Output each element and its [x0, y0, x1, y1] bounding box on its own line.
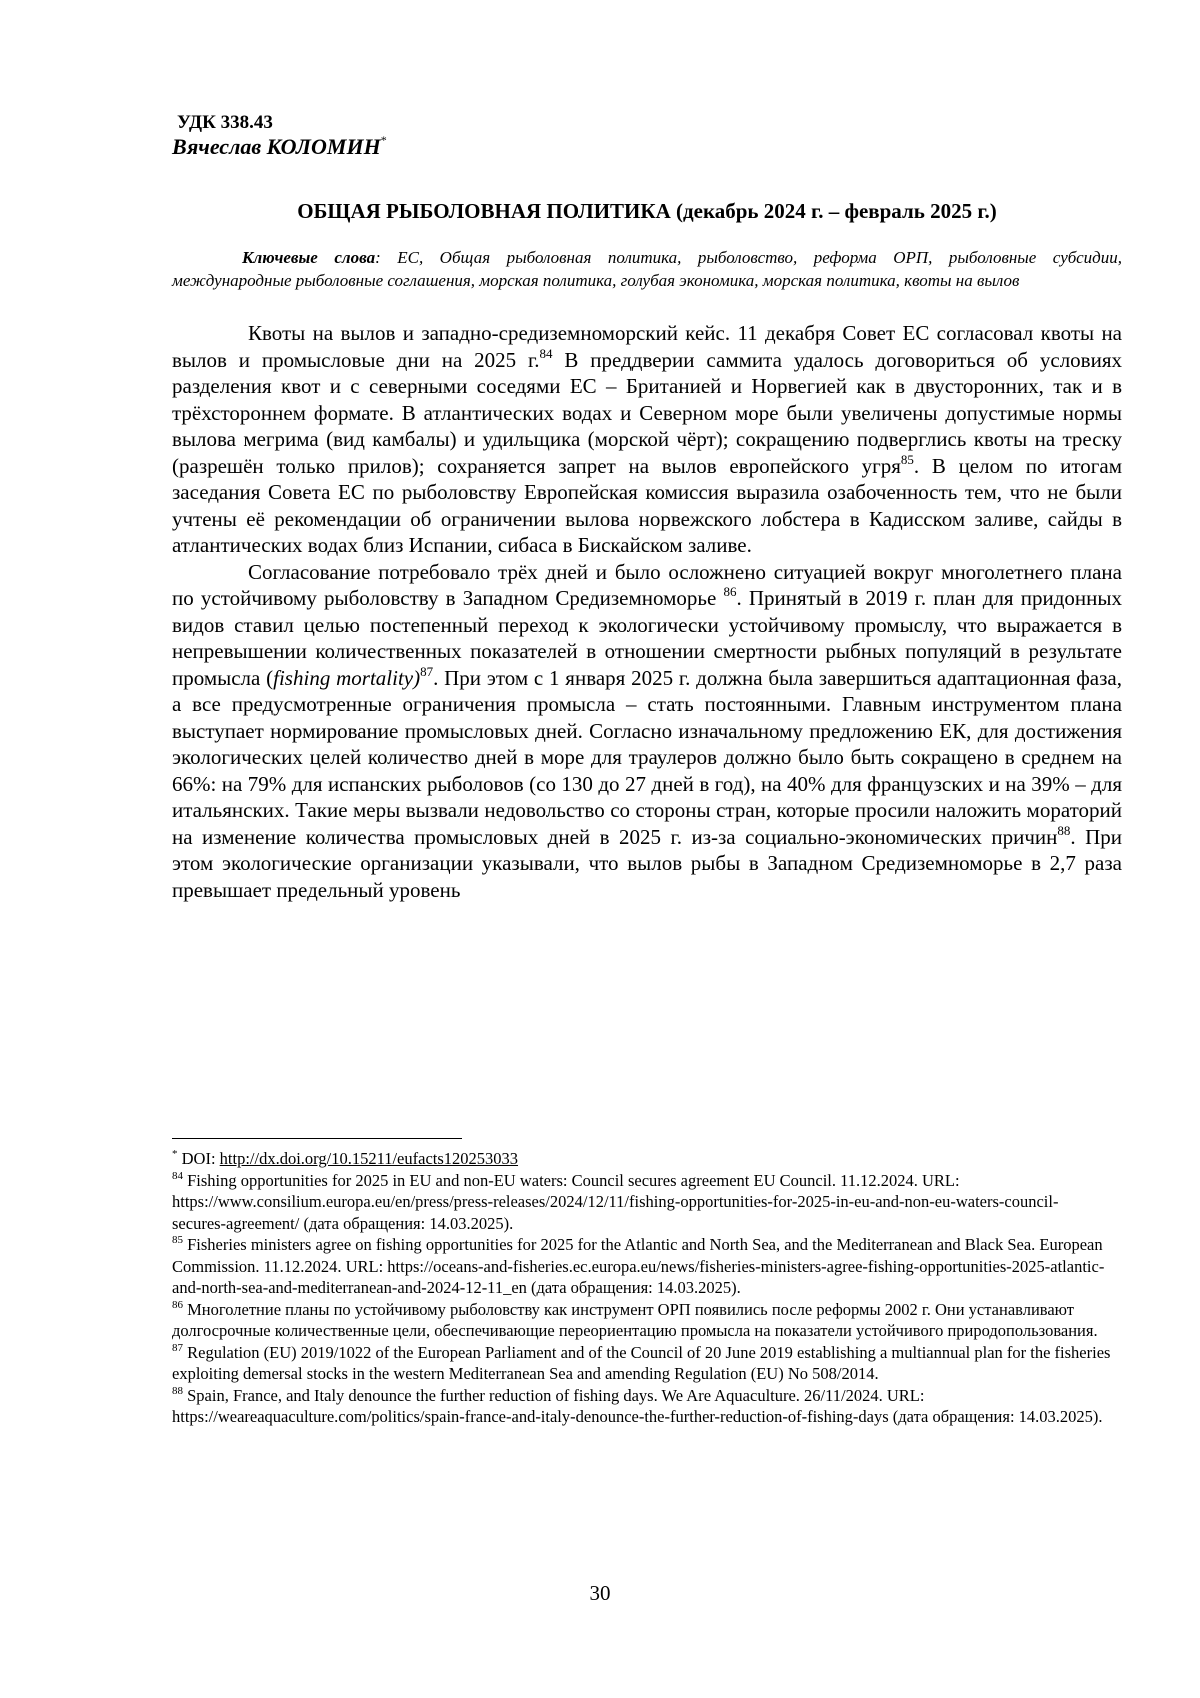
keywords-text: : ЕС, Общая рыболовная политика, рыболовство, реформа ОРП, рыболовные субсидии, международные рыболовные соглашения, морская политика, голубая экономика, морская политика, квоты на вылов: [172, 248, 1122, 290]
udk-code: УДК 338.43: [177, 112, 273, 133]
footnote-doi-label: DOI:: [177, 1149, 220, 1168]
keywords-block: [172, 246, 1122, 292]
footnote-86-text: Многолетние планы по устойчивому рыболовству как инструмент ОРП появились после реформы 2002 г. Они устанавливают долгосрочные количественные цели, обеспечивающие переориентацию промысла на показатели устойчивого природопользования.: [172, 1299, 1098, 1340]
p2-text-b: . Принятый в 2019 г. план для придонных видов ставил целью постепенный переход к экологически устойчивому промыслу, что выражается в непревышении количественных показателей в отношении смертности рыбных популяций в результате промысла (: [172, 586, 1122, 690]
p1-text-b: В преддверии саммита удалось договориться об условиях разделения квот и с северными соседями ЕС – Британией и Норвегией как в двусторонних, так и в трёхстороннем формате. В атлантических водах и Северном море были увеличены допустимые нормы вылова мегрима (вид камбалы) и удильщика (морской чёрт); сокращению подверглись квоты на треску (разрешён только прилов); сохраняется запрет на вылов европейского угря: [172, 347, 1122, 478]
paragraph-1: [172, 320, 1122, 559]
footnote-85-num: 85: [172, 1234, 183, 1246]
keywords-label: Ключевые слова: [242, 248, 376, 267]
footnote-86-num: 86: [172, 1298, 183, 1311]
footnote-88-text: Spain, France, and Italy denounce the further reduction of fishing days. We Are Aquaculture. 26/11/2024. URL: https://weareaquaculture.com/politics/spain-france-and-italy-denounce-the-further-reduction-of-fishing-days (дата обращения: 14.03.2025).: [172, 1385, 1103, 1426]
p1-text-c: . В целом по итогам заседания Совета ЕС по рыболовству Европейская комиссия выразила озабоченность тем, что не были учтены её рекомендации об ограничении вылова норвежского лобстера в Кадисском заливе, сайды в атлантических водах близ Испании, сибаса в Бискайском заливе.: [172, 453, 1122, 557]
footnote-84-text: Fishing opportunities for 2025 in EU and non-EU waters: Council secures agreement EU Council. 11.12.2024. URL: https://www.consilium.europa.eu/en/press/press-releases/2024/12/11/fishing-opportunities-for-2025-in-eu-and-non-eu-waters-council-secures-agreement/ (дата обращения: 14.03.2025).: [172, 1170, 1059, 1233]
p2-text-d: . При этом экологические организации указывали, что вылов рыбы в Западном Средиземноморье в 2,7 раза превышает предельный уровень: [172, 824, 1122, 902]
article-body: [172, 320, 1122, 903]
footnote-84: [172, 1170, 1112, 1235]
footnote-88-num: 88: [172, 1384, 183, 1397]
p2-text-a: Согласование потребовало трёх дней и было осложнено ситуацией вокруг многолетнего плана по устойчивому рыболовству в Западном Средиземноморье: [172, 559, 1122, 610]
footnote-ref-85[interactable]: 85: [900, 451, 914, 467]
footnote-ref-86[interactable]: 86: [723, 584, 737, 599]
footnote-ref-88[interactable]: 88: [1057, 822, 1071, 838]
footnote-88: [172, 1385, 1112, 1428]
footnotes-section: [172, 1148, 1112, 1428]
p1-text-a: Квоты на вылов и западно-средиземноморский кейс. 11 декабря Совет ЕС согласовал квоты на вылов и промысловые дни на 2025 г.: [172, 321, 1122, 372]
footnote-ref-84[interactable]: 84: [539, 345, 553, 361]
footnote-doi: [172, 1148, 1112, 1170]
footnote-87-text: Regulation (EU) 2019/1022 of the European Parliament and of the Council of 20 June 2019 establishing a multiannual plan for the fisheries exploiting demersal stocks in the western Mediterranean Sea and amending Regulation (EU) No 508/2014.: [172, 1342, 1111, 1383]
footnote-85-text: Fisheries ministers agree on fishing opportunities for 2025 for the Atlantic and North Sea, and the Mediterranean and Black Sea. European Commission. 11.12.2024. URL: https://oceans-and-fisheries.ec.europa.eu/news/fisheries-ministers-agree-fishing-opportunities-2025-atlantic-and-north-sea-and-mediterranean-and-2024-12-11_en (дата обращения: 14.03.2025).: [172, 1235, 1105, 1297]
doi-link[interactable]: http://dx.doi.org/10.15211/eufacts120253033: [219, 1149, 519, 1168]
author-name-text: Вячеслав КОЛОМИН: [172, 134, 381, 159]
page-content: [172, 112, 1122, 903]
footnote-ref-87[interactable]: 87: [420, 663, 434, 679]
paragraph-2: [172, 559, 1122, 904]
author-footnote-mark[interactable]: *: [380, 133, 387, 147]
footnote-84-num: 84: [172, 1169, 183, 1182]
author-name: [172, 134, 1122, 160]
footnote-divider: [172, 1138, 462, 1139]
footnote-doi-mark: *: [172, 1148, 178, 1160]
footnote-87: [172, 1342, 1112, 1385]
article-title: ОБЩАЯ РЫБОЛОВНАЯ ПОЛИТИКА (декабрь 2024 г. – февраль 2025 г.): [297, 199, 997, 223]
footnote-85: [172, 1234, 1112, 1299]
page-number: 30: [589, 1581, 611, 1605]
p2-italic-term: fishing mortality): [273, 665, 421, 690]
footnote-86: [172, 1299, 1112, 1342]
footnote-87-num: 87: [172, 1341, 183, 1354]
p2-text-c: . При этом с 1 января 2025 г. должна была завершиться адаптационная фаза, а все предусмотренные ограничения промысла – стать постоянными. Главным инструментом плана выступает нормирование промысловых дней. Согласно изначальному предложению ЕК, для достижения экологических целей количество дней в море для траулеров должно было быть сокращено в среднем на 66%: на 79% для испанских рыболовов (со 130 до 27 дней в год), на 40% для французских и на 39% – для итальянских. Такие меры вызвали недовольство со стороны стран, которые просили наложить мораторий на изменение количества промысловых дней в 2025 г. из-за социально-экономических причин: [172, 665, 1122, 849]
